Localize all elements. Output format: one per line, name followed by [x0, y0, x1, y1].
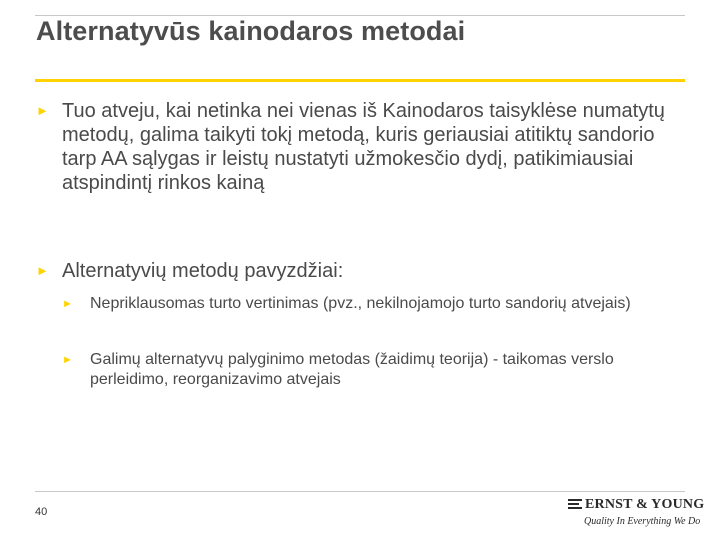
bullet-arrow-icon: ► — [62, 298, 73, 310]
bullet-arrow-icon: ► — [36, 263, 49, 278]
bullet-arrow-icon: ► — [36, 103, 49, 118]
page-number: 40 — [35, 506, 48, 518]
logo-tagline: Quality In Everything We Do — [584, 516, 701, 527]
bullet-text: Tuo atveju, kai netinka nei vienas iš Kainodaros taisyklėse numatytų metodų, galima taikyti tokį metodą, kuris geriausiai atitiktų sandorio tarp AA sąlygas ir leistų nustatyti užmokesčio dydį, patikimiausiai atspindintį rinkos kainą — [62, 100, 665, 194]
subbullet-text: Galimų alternatyvų palyginimo metodas (žaidimų teorija) - taikomas verslo perleidimo, reorganizavimo atvejais — [90, 351, 614, 388]
bullet-text: Alternatyvių metodų pavyzdžiai: — [62, 260, 344, 282]
subbullet-text: Nepriklausomas turto vertinimas (pvz., nekilnojamojo turto sandorių atvejais) — [90, 295, 631, 312]
footer-divider — [35, 491, 685, 492]
slide-title: Alternatyvūs kainodaros metodai — [36, 16, 466, 46]
logo-mark-icon — [568, 498, 584, 512]
ernst-young-logo — [568, 497, 705, 531]
logo-name: ERNST & YOUNG — [585, 497, 705, 512]
bullet-arrow-icon: ► — [62, 354, 73, 366]
title-underline — [35, 79, 685, 82]
